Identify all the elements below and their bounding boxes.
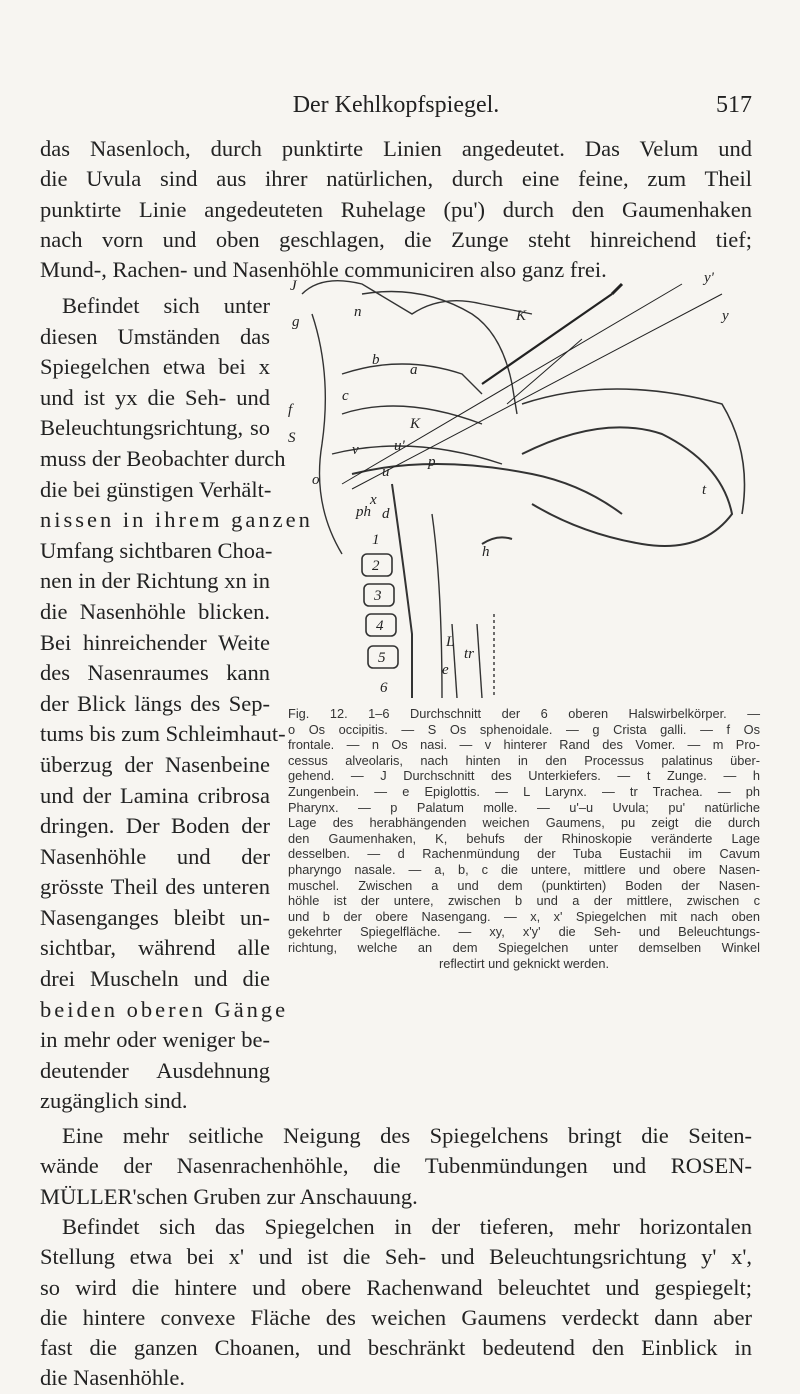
label-vert-2: 2 bbox=[372, 558, 380, 574]
text-line: diesen Umständen das bbox=[40, 323, 270, 349]
caption-line: desselben. — d Rachenmündung der Tuba Eustachii im Cavum bbox=[288, 846, 760, 862]
text-line: der Blick längs des Sep- bbox=[40, 690, 270, 716]
caption-line: reflectirt und geknickt werden. bbox=[439, 955, 609, 971]
pharynx-wall bbox=[392, 484, 412, 698]
text-line: deutender Ausdehnung bbox=[40, 1057, 270, 1083]
label-K1: K bbox=[516, 308, 527, 324]
text-line: tums bis zum Schleimhaut- bbox=[40, 721, 286, 747]
label-y: y bbox=[722, 308, 729, 324]
label-t: t bbox=[702, 482, 707, 498]
text-line: Mund-, Rachen- und Nasenhöhle communiciren also ganz frei. bbox=[40, 257, 607, 283]
side-paragraph bbox=[40, 291, 313, 1117]
text-line: Stellung etwa bei x' und ist die Seh- und Beleuchtungsrichtung y' x', bbox=[40, 1244, 752, 1270]
label-a: a bbox=[410, 362, 418, 378]
line-xy bbox=[342, 284, 682, 484]
text-line: nen in der Richtung xn in bbox=[40, 568, 270, 594]
caption-line: höhle ist der untere, zwischen b und a der mittlere, zwischen c bbox=[288, 893, 760, 909]
text-line: Befindet sich unter bbox=[62, 293, 270, 318]
text-line: das Nasenloch, durch punktirte Linien angedeutet. Das Velum und bbox=[40, 136, 752, 161]
caption-line: Pharynx. — p Palatum molle. — u'–u Uvula; pu' natürliche bbox=[288, 799, 760, 815]
label-b: b bbox=[372, 352, 380, 368]
text-line: des Nasenraumes kann bbox=[40, 660, 270, 686]
text-line: grösste Theil des unteren bbox=[40, 874, 270, 900]
text-line: und ist yx die Seh- und bbox=[40, 384, 270, 410]
text-line: Beleuchtungsrichtung, so bbox=[40, 415, 270, 441]
label-vert-6: 6 bbox=[380, 680, 388, 696]
label-vert-3: 3 bbox=[374, 588, 382, 604]
text-line: Nasenganges bleibt un- bbox=[40, 904, 270, 930]
text-line: die Nasenhöhle blicken. bbox=[40, 598, 270, 624]
caption-line: Zungenbein. — e Epiglottis. — L Larynx. — tr Trachea. — ph bbox=[288, 783, 760, 799]
text-line: die bei günstigen Verhält- bbox=[40, 476, 272, 502]
anatomical-figure bbox=[282, 254, 762, 698]
palate-hook-shaft bbox=[507, 339, 582, 404]
text-line: MÜLLER'schen Gruben zur Anschauung. bbox=[40, 1183, 418, 1209]
text-line: überzug der Nasenbeine bbox=[40, 751, 270, 777]
line-x-y-prime bbox=[352, 294, 722, 489]
sagittal-section-drawing bbox=[282, 254, 762, 698]
label-S: S bbox=[288, 430, 296, 446]
label-J: J bbox=[290, 278, 297, 294]
cranial-outline bbox=[302, 281, 532, 314]
label-e: e bbox=[442, 662, 449, 678]
text-line: nach vorn und oben geschlagen, die Zunge steht hinreichend tief; bbox=[40, 226, 752, 252]
caption-line: den Gaumenhaken, K, behufs der Rhinoskopie veränderte Lage bbox=[288, 830, 760, 846]
paragraph-bottom-1 bbox=[40, 1121, 752, 1212]
text-line: drei Muscheln und die bbox=[40, 966, 270, 992]
figure-caption bbox=[288, 706, 760, 971]
label-o: o bbox=[312, 472, 320, 488]
label-g: g bbox=[292, 314, 300, 330]
label-c: c bbox=[342, 388, 349, 404]
text-line: muss der Beobachter durch bbox=[40, 445, 286, 471]
label-n: n bbox=[354, 304, 362, 320]
text-line: Umfang sichtbaren Choa- bbox=[40, 537, 273, 563]
mandible bbox=[522, 389, 745, 514]
text-line: Eine mehr seitliche Neigung des Spiegelchens bringt die Seiten- bbox=[62, 1123, 752, 1148]
larynx-wall bbox=[477, 624, 482, 698]
label-y-prime: y' bbox=[704, 270, 714, 286]
label-f: f bbox=[288, 402, 293, 418]
caption-line: gekehrter Spiegelfläche. — xy, x'y' die Seh- und Beleuchtungs- bbox=[288, 924, 760, 940]
label-vert-1: 1 bbox=[372, 532, 380, 548]
label-tr: tr bbox=[464, 646, 475, 662]
label-d: d bbox=[382, 506, 390, 522]
caption-line: frontale. — n Os nasi. — v hinterer Rand des Vomer. — m Pro- bbox=[288, 737, 760, 753]
tongue bbox=[522, 427, 732, 546]
text-line: nissen in ihrem ganzen bbox=[40, 507, 313, 533]
text-line: punktirte Linie angedeuteten Ruhelage (pu') durch den Gaumenhaken bbox=[40, 196, 752, 222]
label-p: p bbox=[428, 454, 436, 470]
text-line: die hintere convexe Fläche des weichen Gaumens verdeckt dann aber bbox=[40, 1304, 752, 1330]
running-title: Der Kehlkopfspiegel. bbox=[292, 92, 500, 118]
text-line: zugänglich sind. bbox=[40, 1088, 188, 1114]
label-vert-5: 5 bbox=[378, 650, 386, 666]
text-line: die Uvula sind aus ihrer natürlichen, durch eine feine, zum Theil bbox=[40, 166, 752, 192]
text-line: Nasenhöhle und der bbox=[40, 843, 270, 869]
nasal-roof bbox=[362, 292, 517, 415]
paragraph-bottom-2 bbox=[40, 1212, 752, 1394]
text-line: Befindet sich das Spiegelchen in der tieferen, mehr horizontalen bbox=[62, 1214, 752, 1239]
label-v: v bbox=[352, 442, 359, 458]
pharynx-inner bbox=[432, 514, 442, 698]
text-line: in mehr oder weniger be- bbox=[40, 1027, 270, 1053]
text-line: sichtbar, während alle bbox=[40, 935, 270, 961]
text-line: beiden oberen Gänge bbox=[40, 996, 289, 1022]
caption-line: Fig. 12. 1–6 Durchschnitt der 6 oberen Halswirbelkörper. — bbox=[288, 706, 760, 721]
text-line: Spiegelchen etwa bei x bbox=[40, 354, 270, 380]
running-header bbox=[40, 84, 752, 124]
caption-line: und b der obere Nasengang. — x, x' Spiegelchen mit nach oben bbox=[288, 908, 760, 924]
label-ph: ph bbox=[356, 504, 371, 520]
text-line: und der Lamina cribrosa bbox=[40, 782, 270, 808]
palate-hook-tip bbox=[612, 284, 622, 294]
hyoid bbox=[482, 537, 512, 544]
caption-line: gehend. — J Durchschnitt des Unterkiefers. — t Zunge. — h bbox=[288, 768, 760, 784]
label-vert-4: 4 bbox=[376, 618, 384, 634]
label-L: L bbox=[446, 634, 455, 650]
caption-line: Lage des herabhängenden weichen Gaumens, pu zeigt die durch bbox=[288, 815, 760, 831]
caption-line: pharyngo nasale. — a, b, c die untere, mittlere und obere Nasen- bbox=[288, 861, 760, 877]
label-h: h bbox=[482, 544, 490, 560]
text-line: die Nasenhöhle. bbox=[40, 1365, 185, 1391]
text-line: fast die ganzen Choanen, und beschränkt bedeutend den Einblick in bbox=[40, 1335, 752, 1361]
label-u: u bbox=[382, 464, 390, 480]
caption-line: o Os occipitis. — S Os sphenoidale. — g Crista galli. — f Os bbox=[288, 721, 760, 737]
label-K2: K bbox=[410, 416, 421, 432]
label-u-prime: u' bbox=[394, 438, 405, 454]
page-number: 517 bbox=[716, 92, 752, 118]
label-x: x bbox=[370, 492, 377, 508]
caption-line: richtung, welche an dem Spiegelchen unter demselben Winkel bbox=[288, 939, 760, 955]
text-line: Bei hinreichender Weite bbox=[40, 629, 270, 655]
text-line: dringen. Der Boden der bbox=[40, 813, 270, 839]
text-line: so wird die hintere und obere Rachenwand beleuchtet und gespiegelt; bbox=[40, 1274, 752, 1300]
text-line: wände der Nasenrachenhöhle, die Tubenmündungen und ROSEN- bbox=[40, 1153, 752, 1179]
caption-line: cessus alveolaris, nach hinten in den Processus palatinus über- bbox=[288, 752, 760, 768]
occipital-outline bbox=[312, 314, 342, 554]
caption-line: muschel. Zwischen a und dem (punktirten) Boden der Nasen- bbox=[288, 877, 760, 893]
